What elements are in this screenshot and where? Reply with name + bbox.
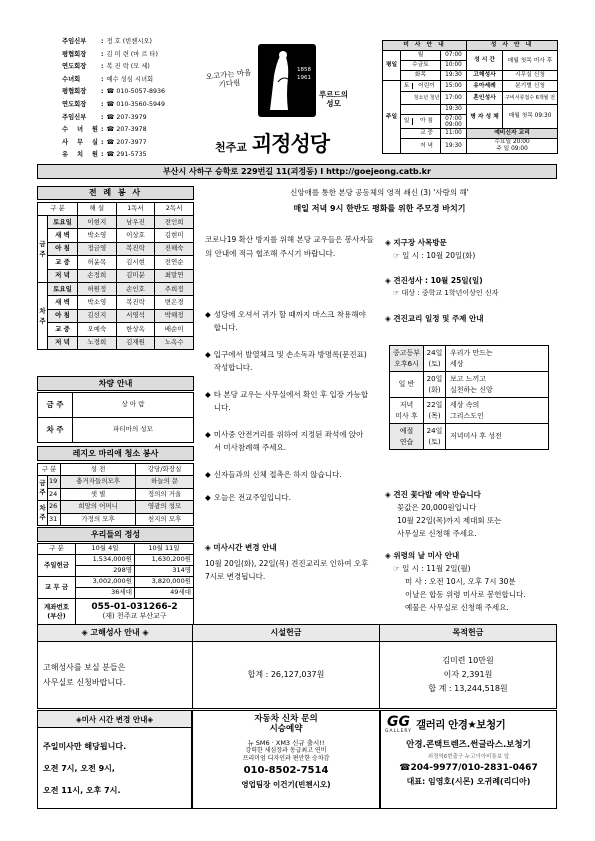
edu-day: 수요일 (494, 139, 512, 145)
brand-mark: GG (387, 714, 410, 730)
mass-time: 10:00 (441, 61, 467, 71)
mass-time: 19:30 (441, 139, 467, 154)
team-name: 천지의 모후 (136, 513, 194, 526)
reader-name: 이상호 (116, 229, 155, 242)
edu-audience: 중고등부 오후6시 (390, 346, 424, 372)
sacrament-info: 분기별 신청 (503, 81, 558, 92)
mass-group (401, 105, 441, 115)
staff-role: 연도회장 (62, 63, 87, 71)
reader-name: 김선지 (78, 309, 117, 322)
car-ad-phone: 010-8502-7514 (243, 765, 329, 776)
liturgy-table (37, 202, 194, 350)
vehicle-next-label: 차 주 (38, 418, 73, 443)
reader-name: 손인호 (116, 282, 155, 295)
staff-role: 평협회장 (62, 88, 87, 96)
mass-time: 19:30 (441, 71, 467, 81)
shop-owner: 대표: 임영호(시몬) 오귀례(리디아) (406, 777, 531, 786)
staff-row (62, 86, 200, 99)
staff-colon: : (101, 50, 104, 58)
edu-time: 09:00 (511, 146, 528, 152)
mass-change-box (37, 710, 192, 809)
staff-value: ☎ 207-3979 (106, 113, 147, 121)
edu-topic: 저녁미사 후 성전 (446, 424, 549, 450)
all-souls-heading: ◈ 위령의 날 미사 안내 (385, 551, 460, 560)
edu-date: 20일 (화) (424, 372, 446, 398)
intro-line: 신앙애를 통한 본당 공동체의 영적 쇄신 (3) '사랑의 해' (290, 188, 469, 197)
mass-group: 청소년 청년 (401, 92, 441, 105)
reader-name: 박소영 (78, 229, 117, 242)
rule-item (205, 348, 370, 374)
reader-name: 박소영 (78, 296, 117, 309)
handwriting-logo (205, 67, 253, 118)
rule-text: 오늘은 전교주일입니다. (213, 493, 291, 502)
staff-value: 김 미 련 (마 르 타) (106, 50, 158, 58)
rule-item (205, 388, 370, 414)
flower-notice (385, 488, 557, 540)
team-name: 희망의 어머니 (61, 501, 136, 514)
staff-role: 수 녀 원 (62, 126, 98, 134)
intro-block (202, 187, 557, 214)
diamond-icon: ◆ (205, 310, 211, 319)
staff-row (62, 112, 200, 125)
reader-name: 박해정 (155, 309, 194, 322)
team-name: 샛 별 (61, 488, 136, 501)
reader-name: 변은경 (155, 296, 194, 309)
bottom-table (37, 624, 557, 709)
mass-change-line: 주일미사만 해당됩니다. (43, 742, 127, 751)
mass-day: 수금토 (401, 61, 441, 71)
mass-time: 19:30 (441, 105, 467, 115)
reader-name: 전연순 (155, 256, 194, 269)
col-head: 2독서 (155, 203, 194, 216)
sacrament-name: 성 시 간 (467, 51, 503, 71)
staff-row (62, 36, 200, 49)
edu-topic: 우리가 만드는 세상 (446, 346, 549, 372)
reader-name: 노경희 (78, 336, 117, 349)
staff-colon: : (101, 138, 104, 146)
rule-item (205, 468, 370, 481)
rule-text: 입구에서 발열체크 및 손소독과 방명록(문진표) 작성합니다. (213, 350, 367, 372)
mass-day: 월 (401, 51, 441, 61)
confess-title: 고해성사 안내 (90, 627, 140, 637)
mass-slot: 아 침 (48, 242, 78, 255)
staff-row (62, 99, 200, 112)
rule-item (205, 428, 370, 454)
edu-time: 20:00 (512, 139, 530, 145)
mass-slot: 저 녁 (48, 336, 78, 349)
col-head: 1독서 (116, 203, 155, 216)
reader-name: 배순이 (155, 323, 194, 336)
confirmation-line: ☞ 대상 : 중학교 1학년이상인 신자 (393, 289, 499, 297)
mass-time: 07:00 (441, 51, 467, 61)
patron-name: 루르드의 성모 (319, 90, 348, 108)
sun-cell (401, 115, 441, 129)
reader-name: 오예숙 (78, 323, 117, 336)
team-name: 충거자들의모후 (61, 476, 136, 489)
staff-colon: : (101, 75, 104, 83)
diamond-icon: ◆ (205, 350, 211, 359)
staff-role: 수녀회 (62, 75, 81, 83)
staff-role: 주임신부 (62, 113, 87, 121)
mass-change-title: 미사시간 변경 안내 (213, 543, 277, 552)
reader-name: 복진락 (116, 242, 155, 255)
date-cell: 24 (48, 488, 61, 501)
reader-name: 김재원 (116, 336, 155, 349)
staff-role: 주임신부 (62, 38, 87, 45)
rule-text: 성당에 오셔서 귀가 할 때까지 마스크 착용해야 합니다. (213, 310, 366, 332)
mass-group: 아 침 (419, 118, 434, 125)
sat-cell (401, 81, 441, 92)
reader-name: 서영석 (116, 309, 155, 322)
mass-change-box-title: 미사 시간 변경 안내 (81, 714, 148, 724)
edu-topic: 보고 느끼고 실천하는 신앙 (446, 372, 549, 398)
visit-text: 일 시 : 10월 20일(화) (402, 251, 476, 260)
edu-title: 견진교리 일정 및 주제 안내 (393, 314, 484, 323)
vehicle-title: 차량 안내 (37, 376, 194, 391)
group-label: 차주 (38, 282, 48, 349)
confirmation-title: 견진성사 : 10월 25일(일) (393, 276, 483, 285)
reader-name: 복진락 (116, 296, 155, 309)
diamond-icon: ◆ (205, 430, 211, 439)
mass-change-line: 오전 7시, 오전 9시, (43, 764, 115, 773)
shop-address: 괴정역6번출구 누고이아비통보 앞 (427, 754, 510, 760)
gallery-logo (385, 715, 412, 734)
offering-amount: 3,820,000원 (134, 577, 193, 588)
flower-heading: ◈ 견진 꽃다발 예약 받습니다 (385, 490, 481, 499)
reader-name: 전인희 (155, 216, 194, 229)
car-ad-line: 뉴 SM6 · XM3 신규 출시!! (247, 739, 325, 747)
year-1961: 1961 (297, 75, 311, 81)
staff-role: 연도회장 (62, 100, 87, 108)
offering-count: 314명 (134, 566, 193, 577)
mass-change-text: 10월 20일(화), 22일(목) 견진교리로 인하여 오후 7시로 변경됩니다. (205, 559, 369, 581)
mass-slot: 토요일 (48, 282, 78, 295)
mass-time: 07:00 09:00 (441, 115, 467, 129)
mary-statue-logo (258, 44, 316, 117)
vehicle-this-value: 상 아 람 (73, 393, 194, 418)
mass-group: 어린이 (418, 82, 435, 89)
staff-colon: : (101, 151, 104, 159)
rule-item (205, 491, 370, 504)
purpose-line: 이자 2,391원 (443, 670, 493, 679)
col-head: 구 분 (38, 203, 78, 216)
optical-shop-ad (380, 710, 557, 809)
cleaning-table (37, 463, 194, 526)
group-label: 금주 (38, 476, 48, 501)
staff-value: ☎ 010-5057-8936 (106, 88, 165, 96)
col-head: 강당/화장실 (136, 464, 194, 476)
staff-value: 예수 성심 시녀회 (106, 75, 154, 83)
staff-colon: : (101, 38, 104, 45)
parish-name: 괴정성당 (251, 131, 330, 156)
shop-phone: ☎204-9977/010-2831-0467 (399, 763, 538, 773)
offering-amount: 1,534,000원 (76, 555, 135, 566)
group-label: 차주 (38, 501, 48, 526)
reader-name: 노옥수 (155, 336, 194, 349)
staff-role: 평협회장 (62, 50, 87, 58)
all-souls-title: 위령의 날 미사 안내 (393, 551, 460, 560)
staff-value: ☎ 207-3977 (106, 138, 147, 146)
mass-change-box-heading: ◈ 미사 시간 변경 안내 ◈ (38, 711, 191, 728)
offering-amount: 1,630,200원 (134, 555, 193, 566)
edu-topic: 세상 속의 그리스도인 (446, 398, 549, 424)
edu-date: 22일 (목) (424, 398, 446, 424)
purpose-total: 합 계 : 13,244,518원 (428, 684, 508, 693)
sacrament-info: 구비서류접수 6개월 전 (503, 92, 558, 105)
mass-time: 15:00 (441, 81, 467, 92)
account-label: 계좌번호 (부산) (38, 599, 76, 625)
rule-text: 타 본당 교우는 사무실에서 확인 후 입장 가능합니다. (213, 390, 369, 412)
edu-audience: 일 반 (390, 372, 424, 398)
staff-row (62, 74, 200, 87)
vehicle-table (37, 392, 194, 443)
mass-slot: 아 침 (48, 309, 78, 322)
staff-role: 유 치 원 (62, 151, 98, 159)
staff-row (62, 137, 200, 150)
corona-notice: 코로나19 확산 방지를 위해 본당 교우들은 봉사자들의 안내에 적극 협조해 주시기 바랍니다. (205, 235, 374, 258)
offering-count: 49세대 (134, 588, 193, 599)
edu-audience: 예절 연습 (390, 424, 424, 450)
offering-label: 주일헌금 (38, 555, 76, 577)
sun-label: 일 (401, 118, 413, 124)
cleaning-title: 레지오 마리애 청소 봉사 (37, 446, 194, 461)
reader-name: 허윤목 (78, 256, 117, 269)
col-head: 해 설 (78, 203, 117, 216)
mass-day: 화목 (401, 71, 441, 81)
right-notices (385, 236, 557, 325)
offering-label: 교 무 금 (38, 577, 76, 599)
col-head: 성 전 (61, 464, 136, 476)
reader-name: 남우진 (116, 216, 155, 229)
weekday-label: 평일 (383, 51, 401, 81)
date-cell: 26 (48, 501, 61, 514)
diamond-icon: ◆ (205, 470, 211, 479)
reader-name: 한상옥 (116, 323, 155, 336)
mass-slot: 교 중 (48, 256, 78, 269)
staff-row (62, 124, 200, 137)
date-cell: 31 (48, 513, 61, 526)
mass-time: 11:00 (441, 129, 467, 139)
brand-sub: GALLERY (385, 729, 413, 734)
team-name: 정의의 거울 (136, 488, 194, 501)
staff-colon: : (101, 100, 104, 108)
staff-colon: : (101, 113, 104, 121)
mass-slot: 교 중 (48, 323, 78, 336)
sacrament-name: 유아세례 (467, 81, 503, 92)
sacrament-guide-title: 성 사 안 내 (467, 41, 558, 51)
edu-date: 24일 (토) (424, 424, 446, 450)
offering-count: 298명 (76, 566, 135, 577)
offering-count: 36세대 (76, 588, 135, 599)
team-name: 영광의 성모 (136, 501, 194, 514)
group-label: 금주 (38, 216, 48, 283)
confirmation-heading: ◈ 견진성사 : 10월 25일(일) (385, 276, 483, 285)
address-bar: 부산시 사하구 승학로 229번길 11(괴정동) I http://goejeong.catb.kr (37, 164, 557, 179)
staff-value: ☎ 010-3560-5949 (106, 100, 165, 108)
car-ad-contact: 영업팀장 이건기(빈첸시오) (241, 780, 331, 789)
mass-time: 17:00 (441, 92, 467, 105)
reader-name: 김시현 (116, 256, 155, 269)
team-name: 하늘의 문 (136, 476, 194, 489)
flower-text: 꽃값은 20,000원입니다 10월 22일(목)까지 제대회 또는 사무실로 신청해 주세요. (397, 503, 502, 538)
staff-list (62, 36, 200, 162)
offering-amount: 3,002,000원 (76, 577, 135, 588)
reader-name: 정금영 (78, 242, 117, 255)
liturgy-title: 전 례 봉 사 (37, 186, 194, 200)
reader-name: 허원정 (78, 282, 117, 295)
edu-date: 24일 (토) (424, 346, 446, 372)
flower-title: 견진 꽃다발 예약 받습니다 (393, 490, 481, 499)
team-name: 가정의 모후 (61, 513, 136, 526)
handwriting-text: 오고가는 마음 기다림 (205, 67, 252, 90)
staff-row (62, 61, 200, 74)
rule-text: 미사중 안전거리를 위하여 지정된 좌석에 앉아서 미사참례해 주세요. (213, 430, 364, 452)
mass-change-heading: ◈ 미사시간 변경 안내 (205, 543, 277, 552)
mass-group: 저 녁 (401, 139, 441, 154)
sacrament-info: 시무실 신청 (503, 71, 558, 81)
all-souls-date-line: ☞ 일 시 : 11월 2일(월) (393, 564, 471, 573)
staff-colon: : (101, 126, 104, 134)
mass-slot: 새 벽 (48, 229, 78, 242)
col-head: 구 분 (38, 544, 76, 555)
daily-prayer-line: 매일 저녁 9시 한반도 평화를 위한 주모경 바치기 (293, 204, 466, 213)
car-dealer-ad (192, 710, 380, 809)
staff-row (62, 49, 200, 62)
all-souls-detail: 미 사 : 오전 10시, 오후 7시 30분 이날은 합동 위령 미사로 봉헌합니다. 예물은 사무실로 신청해 주세요. (405, 577, 526, 612)
all-souls-date: 일 시 : 11월 2일(월) (402, 564, 471, 573)
mass-slot: 토요일 (48, 216, 78, 229)
diamond-icon: ◆ (205, 390, 211, 399)
corona-rules (205, 308, 370, 504)
col-head: 구 분 (38, 464, 61, 476)
visit-line: ☞ 일 시 : 10월 20일(화) (393, 251, 476, 260)
visit-title: 지구장 사목방문 (393, 238, 447, 247)
staff-value: 정 호 (빈첸시오) (106, 38, 152, 45)
reader-name: 김미분 (116, 269, 155, 282)
all-souls-notice (385, 549, 557, 614)
vehicle-this-label: 금 주 (38, 393, 73, 418)
purpose-line: 김미련 10만원 (442, 656, 494, 665)
parish-prefix: 천주교 (215, 141, 247, 154)
confirmation-text: 대상 : 중학교 1학년이상인 신자 (401, 289, 499, 297)
sacrament-info: 매월 첫목 09:30 (503, 105, 558, 129)
shop-products: 안경.콘택트렌즈.썬글라스.보청기 (406, 740, 531, 750)
account-holder: (재) 천주교 부산교구 (102, 611, 167, 620)
mass-slot: 저 녁 (48, 269, 78, 282)
account-cell (76, 599, 194, 625)
staff-value: ☎ 291-5735 (106, 151, 147, 159)
reader-name: 주희정 (155, 282, 194, 295)
sacrament-name: 병 자 성 체 (467, 105, 503, 129)
mass-slot: 새 벽 (48, 296, 78, 309)
year-1858: 1858 (297, 67, 311, 73)
date-cell: 19 (48, 476, 61, 489)
purpose-title: 목적헌금 (380, 625, 557, 642)
reader-name: 최말연 (155, 269, 194, 282)
car-ad-features: 강력한 세심장과 동급최고 연비 프리미엄 디자인과 편안한 승차감 (242, 747, 330, 762)
sacrament-info: 매월 첫목 미사 후 (503, 51, 558, 71)
reader-name: 김현미 (155, 229, 194, 242)
confirmation-edu-table (389, 345, 549, 450)
mass-sacrament-table (382, 40, 558, 154)
parish-title (215, 128, 329, 158)
mass-change-line: 오전 11시, 오후 7시. (43, 786, 121, 795)
car-ad-title: 자동차 신차 문의 시승예약 (254, 714, 318, 734)
staff-row (62, 149, 200, 162)
offering-table (37, 543, 194, 625)
edu-heading: ◈ 견진교리 일정 및 주제 안내 (385, 314, 484, 323)
col-head: 10월 11일 (134, 544, 193, 555)
staff-role: 사 무 실 (62, 138, 98, 146)
mass-guide-title: 미 사 안 내 (383, 41, 467, 51)
building-total: 합계 : 26,127,037원 (193, 642, 380, 709)
staff-colon: : (101, 88, 104, 96)
rule-item (205, 308, 370, 334)
offering-title: 우리들의 정성 (37, 527, 194, 542)
staff-value: ☎ 207-3978 (106, 126, 147, 134)
edu-day: 주 일 (496, 146, 510, 152)
sacrament-name: 고해성사 (467, 71, 503, 81)
confess-heading: ◈ 고해성사 안내 ◈ (38, 625, 193, 642)
reader-name: 이현지 (78, 216, 117, 229)
account-number: 055-01-031266-2 (91, 601, 178, 612)
shop-name: 갤러리 안경★보청기 (416, 719, 506, 731)
confess-text: 고해성사를 보실 분들은 사무실로 신청바랍니다. (38, 642, 193, 709)
vehicle-next-value: 파티마의 성모 (73, 418, 194, 443)
edu-audience: 저녁 미사 후 (390, 398, 424, 424)
staff-colon: : (101, 63, 104, 71)
sacrament-name: 혼인성사 (467, 92, 503, 105)
reader-name: 손정희 (78, 269, 117, 282)
building-title: 시설헌금 (193, 625, 380, 642)
diamond-icon: ◆ (205, 493, 211, 502)
col-head: 10월 4일 (76, 544, 135, 555)
rule-text: 신자들과의 신체 접촉은 하지 않습니다. (213, 470, 342, 479)
purpose-cell (380, 642, 557, 709)
staff-value: 복 진 락 (모 세) (106, 63, 150, 71)
mass-group: 교 중 (401, 129, 441, 139)
catechumen-schedule (467, 139, 558, 154)
visit-heading: ◈ 지구장 사목방문 (385, 238, 447, 247)
mass-change-notice (205, 541, 375, 583)
catechumen-title: 예비신자 교리 (467, 129, 558, 139)
sat-label: 토 (401, 83, 413, 89)
reader-name: 진해숙 (155, 242, 194, 255)
sunday-label: 주일 (383, 81, 401, 154)
